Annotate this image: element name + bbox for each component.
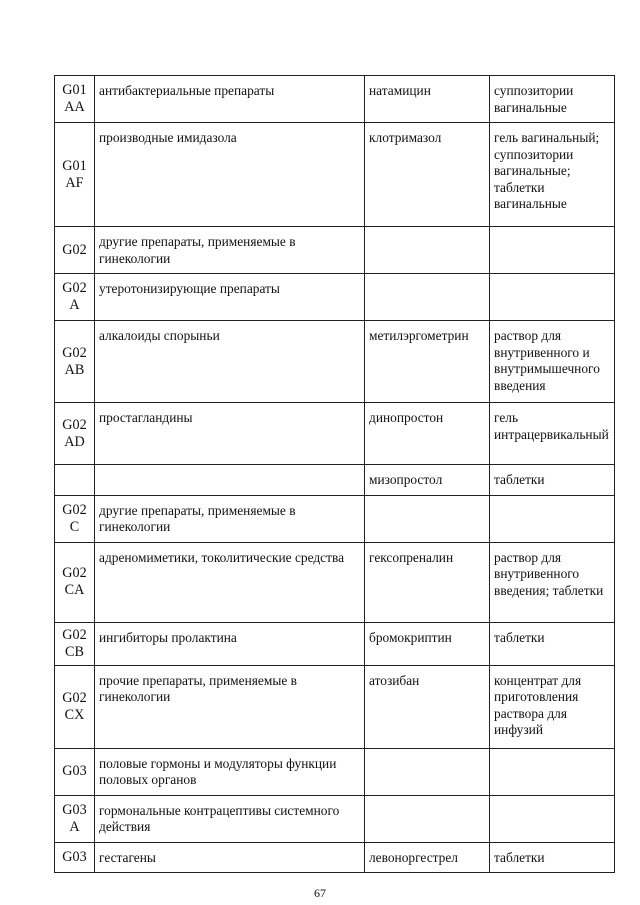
drug-name-cell [365, 795, 490, 842]
drug-name-cell [365, 274, 490, 321]
table-row [55, 495, 615, 542]
page-number: 67 [314, 886, 326, 900]
pharmacological-group-cell: гестагены [95, 842, 365, 873]
table-row [55, 465, 615, 496]
drug-name-cell: клотримазол [365, 123, 490, 227]
pharmacological-group-cell: адреномиметики, токолитические средства [95, 542, 365, 622]
table-row [55, 403, 615, 465]
dosage-form-cell: таблетки [490, 465, 615, 496]
atc-code-cell: G02 C [55, 495, 95, 542]
pharmacological-group-cell: простагландины [95, 403, 365, 465]
atc-code-cell: G02 CX [55, 665, 95, 748]
drug-name-cell [365, 495, 490, 542]
drug-name-cell [365, 227, 490, 274]
atc-code-cell: G03 [55, 842, 95, 873]
table-row [55, 542, 615, 622]
dosage-form-cell: гель интрацервикальный [490, 403, 615, 465]
drug-name-cell: атозибан [365, 665, 490, 748]
pharmacological-group-cell: другие препараты, применяемые в гинекологии [95, 495, 365, 542]
drug-name-cell: метилэргометрин [365, 321, 490, 403]
dosage-form-cell: раствор для внутривенного введения; таблетки [490, 542, 615, 622]
atc-code-cell: G02 CB [55, 622, 95, 665]
dosage-form-cell: концентрат для приготовления раствора для инфузий [490, 665, 615, 748]
atc-code-cell: G03 [55, 748, 95, 795]
drug-name-cell: динопростон [365, 403, 490, 465]
atc-code-cell: G01 AF [55, 123, 95, 227]
table-row [55, 227, 615, 274]
table-row [55, 622, 615, 665]
atc-code-cell: G02 CA [55, 542, 95, 622]
pharmacological-group-cell: гормональные контрацептивы системного действия [95, 795, 365, 842]
dosage-form-cell [490, 495, 615, 542]
pharmacological-group-cell: антибактериальные препараты [95, 76, 365, 123]
table-row [55, 274, 615, 321]
atc-code-cell: G02 [55, 227, 95, 274]
table-body [55, 76, 615, 873]
dosage-form-cell: раствор для внутривенного и внутримышечного введения [490, 321, 615, 403]
table-row [55, 842, 615, 873]
atc-code-cell [55, 465, 95, 496]
atc-code-cell: G02 AD [55, 403, 95, 465]
pharmacological-group-cell: производные имидазола [95, 123, 365, 227]
dosage-form-cell: таблетки [490, 842, 615, 873]
pharmacological-group-cell: половые гормоны и модуляторы функции половых органов [95, 748, 365, 795]
dosage-form-cell: гель вагинальный; суппозитории вагинальные; таблетки вагинальные [490, 123, 615, 227]
table-row [55, 321, 615, 403]
dosage-form-cell: таблетки [490, 622, 615, 665]
atc-code-cell: G03 A [55, 795, 95, 842]
atc-code-cell: G02 A [55, 274, 95, 321]
table-row [55, 76, 615, 123]
drug-name-cell: мизопростол [365, 465, 490, 496]
table-row [55, 123, 615, 227]
atc-code-cell: G01 AA [55, 76, 95, 123]
pharmacological-group-cell: ингибиторы пролактина [95, 622, 365, 665]
pharmacological-group-cell: другие препараты, применяемые в гинекологии [95, 227, 365, 274]
drug-name-cell: натамицин [365, 76, 490, 123]
drug-name-cell: бромокриптин [365, 622, 490, 665]
drug-classification-table [54, 75, 615, 873]
table-row [55, 665, 615, 748]
drug-name-cell: гексопреналин [365, 542, 490, 622]
table-row [55, 748, 615, 795]
atc-code-cell: G02 AB [55, 321, 95, 403]
dosage-form-cell [490, 274, 615, 321]
dosage-form-cell: суппозитории вагинальные [490, 76, 615, 123]
dosage-form-cell [490, 748, 615, 795]
drug-name-cell: левоноргестрел [365, 842, 490, 873]
drug-name-cell [365, 748, 490, 795]
dosage-form-cell [490, 795, 615, 842]
pharmacological-group-cell: прочие препараты, применяемые в гинекологии [95, 665, 365, 748]
pharmacological-group-cell [95, 465, 365, 496]
table-row [55, 795, 615, 842]
pharmacological-group-cell: алкалоиды спорыньи [95, 321, 365, 403]
dosage-form-cell [490, 227, 615, 274]
pharmacological-group-cell: утеротонизирующие препараты [95, 274, 365, 321]
